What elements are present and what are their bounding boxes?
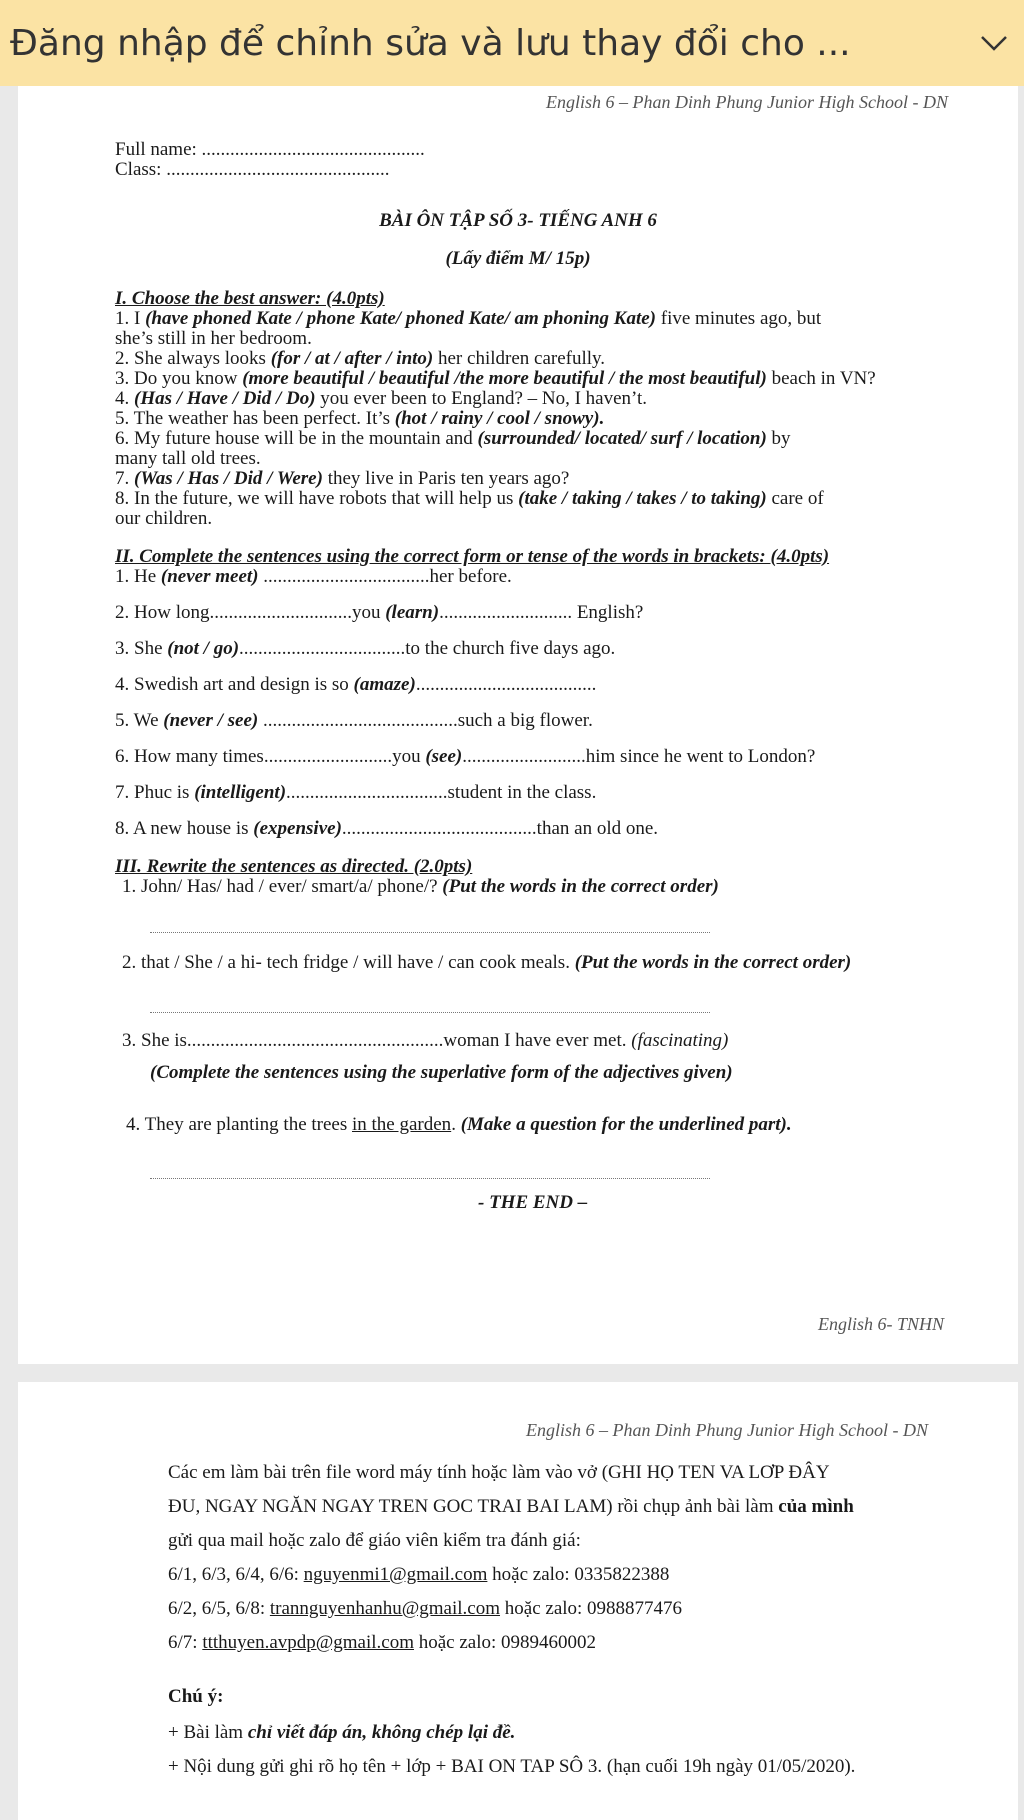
question-3-2: 2. that / She / a hi- tech fridge / will have / can cook meals. (Put the words in the correct order) — [122, 952, 852, 973]
the-end: - THE END – — [478, 1192, 588, 1213]
document-page-1 — [18, 86, 1018, 1364]
email-link-3[interactable]: ttthuyen.avpdp@gmail.com — [202, 1632, 414, 1653]
instruction-line-1: Các em làm bài trên file word máy tính hoặc làm vào vở (GHI HỌ TEN VA LƠP ĐÂY — [168, 1462, 830, 1483]
question-2-6: 6. How many times...........................you (see)..........................him since he went to London? — [115, 746, 816, 767]
answer-line-3-1 — [150, 932, 710, 933]
question-1-6-cont: many tall old trees. — [115, 448, 261, 469]
question-3-3-instruction: (Complete the sentences using the superlative form of the adjectives given) — [150, 1062, 733, 1083]
full-name-line: Full name: ............................................... — [115, 139, 425, 160]
contact-line-2: 6/2, 6/5, 6/8: trannguyenhanhu@gmail.com hoặc zalo: 0988877476 — [168, 1598, 683, 1619]
page-footer: English 6- TNHN — [817, 1314, 944, 1334]
question-1-8: 8. In the future, we will have robots that will help us (take / taking / takes / to taking) care of — [115, 488, 824, 509]
question-1-1-cont: she’s still in her bedroom. — [115, 328, 312, 349]
class-line: Class: ............................................... — [115, 159, 390, 180]
question-2-5: 5. We (never / see) .........................................such a big flower. — [115, 710, 593, 731]
note-heading: Chú ý: — [168, 1686, 224, 1707]
question-1-3: 3. Do you know (more beautiful / beautiful /the more beautiful / the most beautiful) beach in VN? — [115, 368, 876, 389]
question-1-7: 7. (Was / Has / Did / Were) they live in Paris ten years ago? — [115, 468, 570, 489]
question-2-1: 1. He (never meet) ...................................her before. — [115, 566, 512, 587]
question-1-4: 4. (Has / Have / Did / Do) you ever been to England? – No, I haven’t. — [115, 388, 648, 409]
document-page-2 — [18, 1382, 1018, 1820]
contact-line-3: 6/7: ttthuyen.avpdp@gmail.com hoặc zalo: 0989460002 — [168, 1632, 597, 1653]
question-1-1: 1. I (have phoned Kate / phone Kate/ phoned Kate/ am phoning Kate) five minutes ago, but — [115, 308, 822, 329]
section-1-heading: I. Choose the best answer: (4.0pts) — [115, 288, 385, 309]
answer-line-3-2 — [150, 1012, 710, 1013]
question-2-2: 2. How long..............................you (learn)............................ English? — [115, 602, 644, 623]
question-1-5: 5. The weather has been perfect. It’s (hot / rainy / cool / snowy). — [115, 408, 605, 429]
instruction-line-3: gửi qua mail hoặc zalo để giáo viên kiểm tra đánh giá: — [168, 1530, 581, 1551]
worksheet-subtitle: (Lấy điểm M/ 15p) — [445, 248, 591, 269]
question-2-7: 7. Phuc is (intelligent)..................................student in the class. — [115, 782, 597, 803]
page-2-header: English 6 – Phan Dinh Phung Junior High School - DN — [526, 1420, 928, 1440]
page-header: English 6 – Phan Dinh Phung Junior High School - DN — [546, 92, 948, 112]
email-link-1[interactable]: nguyenmi1@gmail.com — [303, 1564, 488, 1585]
login-banner[interactable] — [0, 0, 1024, 86]
note-line-2: + Nội dung gửi ghi rõ họ tên + lớp + BAI ON TAP SÔ 3. (hạn cuối 19h ngày 01/05/2020). — [168, 1756, 856, 1777]
section-2-heading: II. Complete the sentences using the correct form or tense of the words in brackets: (4.0pts) — [115, 546, 830, 567]
question-2-8: 8. A new house is (expensive).........................................than an old one. — [115, 818, 659, 839]
worksheet-title: BÀI ÔN TẬP SỐ 3- TIẾNG ANH 6 — [379, 210, 657, 231]
chevron-down-icon[interactable] — [974, 23, 1014, 63]
question-3-4: 4. They are planting the trees in the garden. (Make a question for the underlined part). — [126, 1114, 792, 1135]
question-3-1: 1. John/ Has/ had / ever/ smart/a/ phone/? (Put the words in the correct order) — [122, 876, 719, 897]
instruction-line-2: ĐU, NGAY NGĂN NGAY TREN GOC TRAI BAI LAM) rồi chụp ảnh bài làm của mình — [168, 1496, 854, 1517]
question-2-4: 4. Swedish art and design is so (amaze)...................................... — [115, 674, 597, 695]
question-1-6: 6. My future house will be in the mountain and (surrounded/ located/ surf / location) by — [115, 428, 791, 449]
banner-title: Đăng nhập để chỉnh sửa và lưu thay đổi cho ... — [10, 22, 851, 64]
answer-line-3-4 — [150, 1178, 710, 1179]
contact-line-1: 6/1, 6/3, 6/4, 6/6: nguyenmi1@gmail.com hoặc zalo: 0335822388 — [168, 1564, 670, 1585]
email-link-2[interactable]: trannguyenhanhu@gmail.com — [269, 1598, 501, 1619]
question-1-2: 2. She always looks (for / at / after / into) her children carefully. — [115, 348, 606, 369]
question-2-3: 3. She (not / go)...................................to the church five days ago. — [115, 638, 616, 659]
question-1-8-cont: our children. — [115, 508, 213, 529]
section-3-heading: III. Rewrite the sentences as directed. (2.0pts) — [115, 856, 473, 877]
question-3-3: 3. She is......................................................woman I have ever met. (fascinating) — [122, 1030, 729, 1051]
note-line-1: + Bài làm chỉ viết đáp án, không chép lại đề. — [168, 1722, 516, 1743]
